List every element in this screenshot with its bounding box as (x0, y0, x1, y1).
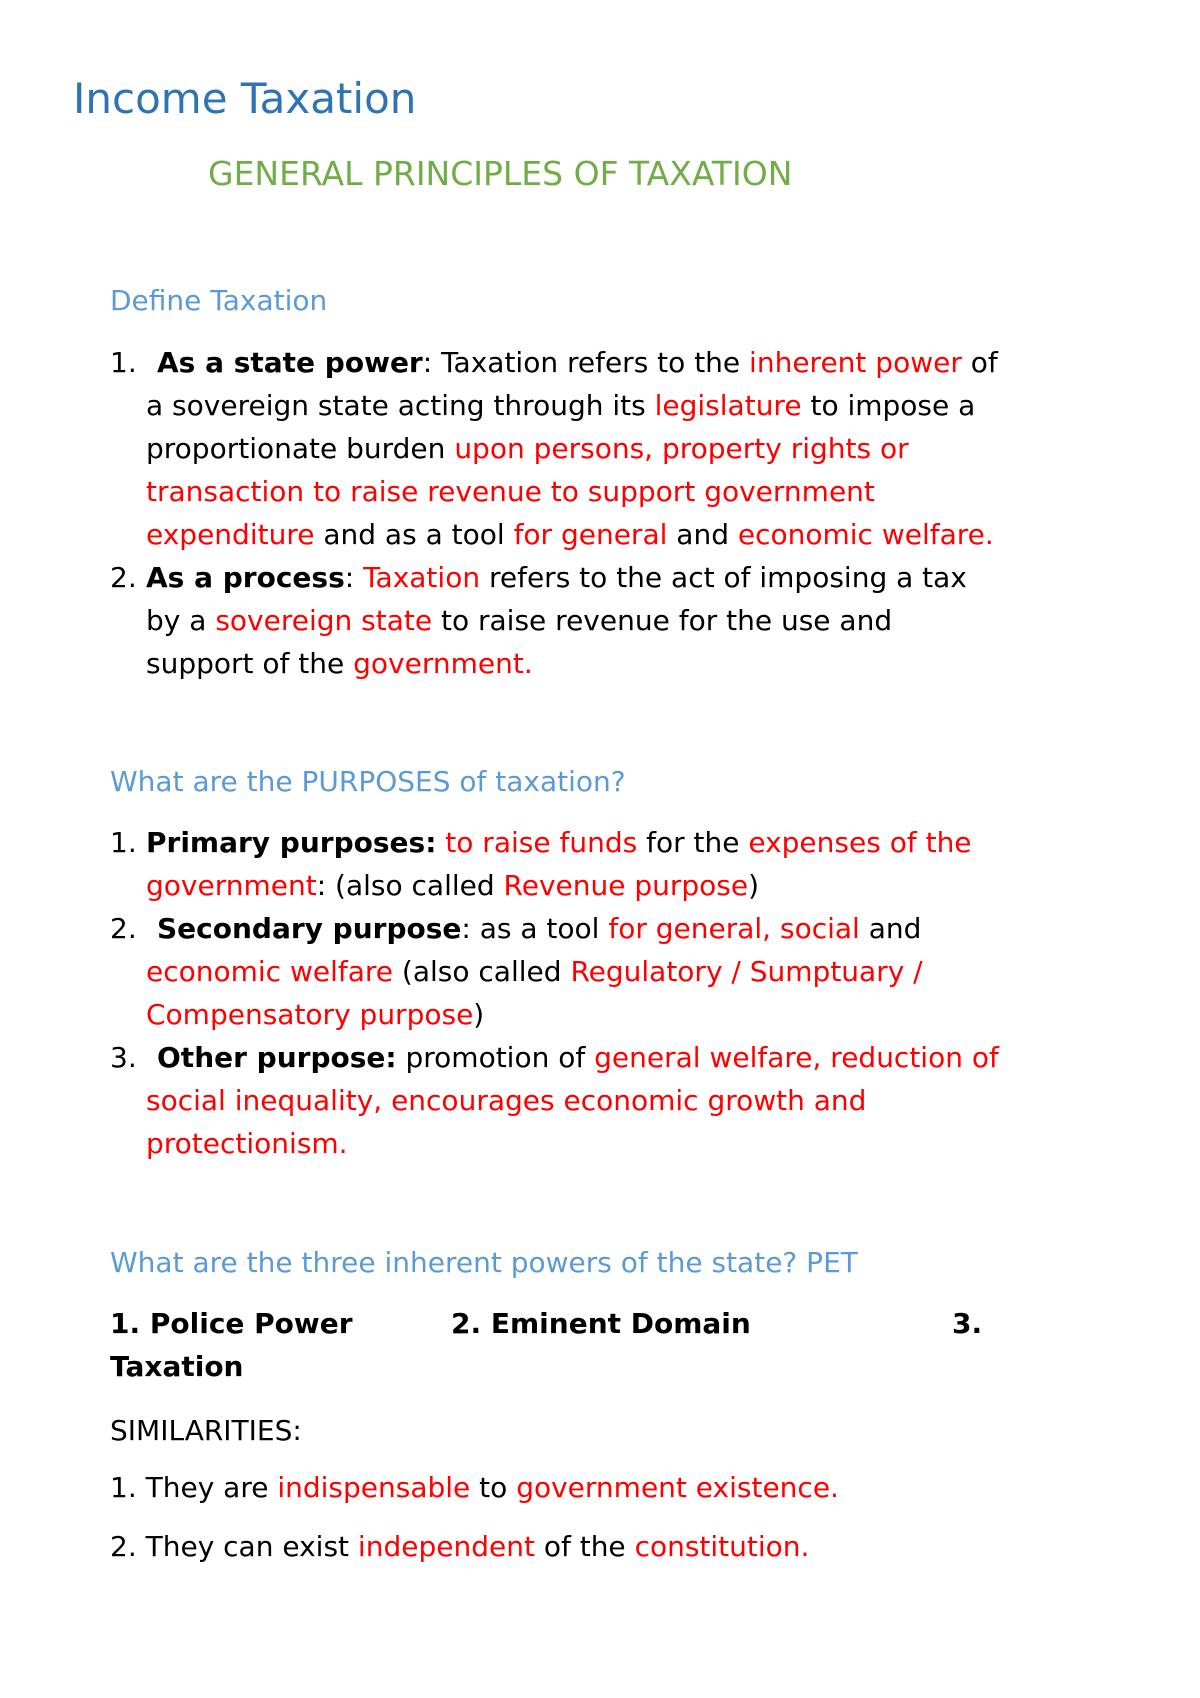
power-taxation: Taxation (110, 1350, 244, 1383)
text-run: of (961, 346, 998, 379)
highlight-text: sovereign state (215, 604, 433, 637)
text-run (436, 826, 445, 859)
purposes-heading: What are the PURPOSES of taxation? (110, 765, 626, 798)
purpose-item-1-line-2 (146, 864, 759, 907)
text-run: a sovereign state acting through its (146, 389, 655, 422)
highlight-text: Taxation (363, 561, 481, 594)
text-run: ) (748, 869, 760, 902)
text-run: : (also called (316, 869, 504, 902)
highlight-text: economic welfare. (737, 518, 994, 551)
text-run: and as a tool (314, 518, 514, 551)
power-eminent-domain: 2. Eminent Domain (451, 1307, 751, 1340)
define-item-1-line-3 (146, 427, 909, 470)
power-police: 1. Police Power (110, 1307, 353, 1340)
similarities-heading: SIMILARITIES: (110, 1414, 302, 1447)
purpose-item-2-number: 2. (110, 912, 137, 945)
highlight-text: government. (353, 647, 533, 680)
highlight-text: economic welfare (146, 955, 394, 988)
purpose-item-3-line-1 (157, 1036, 999, 1079)
highlight-text: for general (513, 518, 668, 551)
highlight-text: indispensable (277, 1471, 471, 1504)
purpose-item-3-number: 3. (110, 1041, 137, 1074)
highlight-text: upon persons, property rights or (454, 432, 909, 465)
define-item-1-line-2 (146, 384, 975, 427)
similarity-1 (110, 1466, 839, 1509)
page-title: Income Taxation (73, 74, 417, 123)
highlight-text: for general, social (608, 912, 860, 945)
purpose-item-3-label: Other purpose: (157, 1041, 397, 1074)
highlight-text: to raise funds (445, 826, 638, 859)
define-item-1-line-5 (146, 513, 994, 556)
highlight-text: independent (357, 1530, 535, 1563)
powers-heading: What are the three inherent powers of the state? PET (110, 1246, 858, 1279)
define-heading: Define Taxation (110, 284, 328, 317)
purpose-item-2-line-2 (146, 950, 923, 993)
text-run: : Taxation refers to the (422, 346, 750, 379)
define-item-1-line-4: transaction to raise revenue to support government (146, 475, 875, 508)
text-run: 1. They are (110, 1471, 278, 1504)
text-run: 2. They can exist (110, 1530, 358, 1563)
highlight-text: Regulatory / Sumptuary / (570, 955, 923, 988)
highlight-text: government existence. (516, 1471, 839, 1504)
power-taxation-number: 3. (952, 1307, 983, 1340)
highlight-text: inherent power (749, 346, 962, 379)
text-run: to raise revenue for the use and (432, 604, 893, 637)
define-item-2-line-3 (146, 642, 533, 685)
text-run: refers to the act of imposing a tax (480, 561, 967, 594)
purpose-item-3-line-3: protectionism. (146, 1127, 348, 1160)
highlight-text: general welfare, reduction of (594, 1041, 999, 1074)
text-run: ) (473, 998, 485, 1031)
text-run: : (344, 561, 364, 594)
text-run: for the (637, 826, 749, 859)
define-item-2-line-2 (146, 599, 892, 642)
highlight-text: constitution. (634, 1530, 810, 1563)
define-item-2-line-1 (146, 556, 967, 599)
purpose-item-2-label: Secondary purpose (157, 912, 462, 945)
text-run: by a (146, 604, 216, 637)
define-item-2-number: 2. (110, 561, 137, 594)
text-run: and (859, 912, 922, 945)
highlight-text: Revenue purpose (503, 869, 749, 902)
highlight-text: expenditure (146, 518, 315, 551)
purpose-item-3-line-2: social inequality, encourages economic growth and (146, 1084, 867, 1117)
highlight-text: government (146, 869, 317, 902)
highlight-text: expenses of the (748, 826, 972, 859)
purpose-item-1-label: Primary purposes: (146, 826, 437, 859)
highlight-text: legislature (654, 389, 802, 422)
text-run: (also called (393, 955, 571, 988)
highlight-text: Compensatory purpose (146, 998, 474, 1031)
text-run: to (470, 1471, 517, 1504)
text-run: proportionate burden (146, 432, 455, 465)
similarity-2 (110, 1525, 809, 1568)
text-run: support of the (146, 647, 354, 680)
define-item-1-label: As a state power (157, 346, 423, 379)
purpose-item-1-line-1 (146, 821, 972, 864)
purpose-item-2-line-3 (146, 993, 484, 1036)
text-run: of the (534, 1530, 635, 1563)
section-title: GENERAL PRINCIPLES OF TAXATION (208, 154, 793, 193)
define-item-2-label: As a process (146, 561, 345, 594)
purpose-item-2-line-1 (157, 907, 921, 950)
text-run: : as a tool (461, 912, 609, 945)
text-run: promotion of (396, 1041, 595, 1074)
define-item-1-number: 1. (110, 346, 137, 379)
text-run: and (667, 518, 738, 551)
purpose-item-1-number: 1. (110, 826, 137, 859)
text-run: to impose a (801, 389, 976, 422)
define-item-1-line-1 (157, 341, 998, 384)
